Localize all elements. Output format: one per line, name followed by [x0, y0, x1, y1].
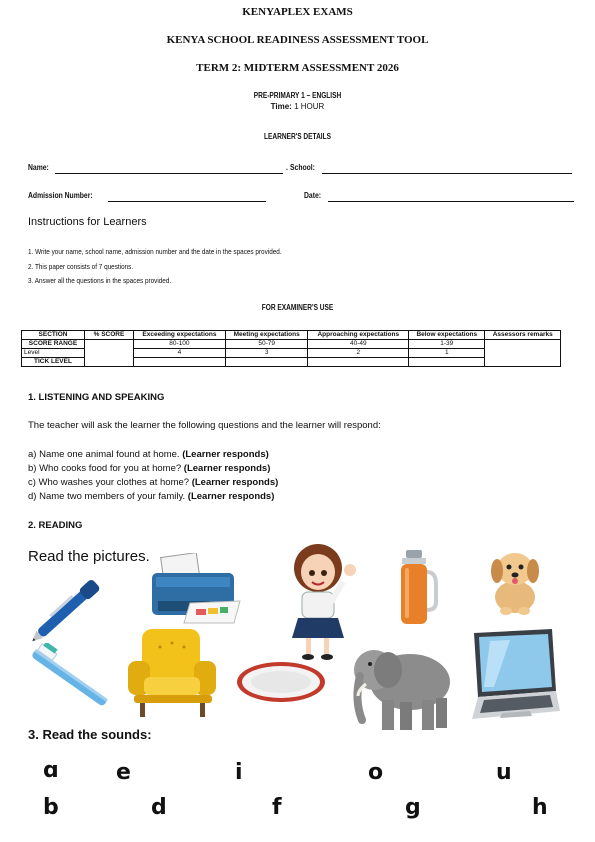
- section1-title: 1. LISTENING AND SPEAKING: [28, 392, 165, 403]
- tool-name: KENYA SCHOOL READINESS ASSESSMENT TOOL: [166, 34, 429, 46]
- printer-image: [150, 553, 245, 628]
- question-text: a) Name one animal found at home.: [28, 449, 183, 460]
- question-text: d) Name two members of your family.: [28, 491, 188, 502]
- table-row: [22, 331, 561, 340]
- table-header: Approaching expectations: [308, 331, 409, 340]
- name-field[interactable]: [55, 173, 283, 174]
- sound-letter: b: [43, 795, 59, 820]
- sound-letter: d: [151, 795, 167, 820]
- elephant-image: [348, 640, 456, 736]
- sound-letter: ɑ: [43, 758, 59, 783]
- tick-level-label: TICK LEVEL: [22, 358, 85, 367]
- score-range-label: SCORE RANGE: [22, 340, 85, 349]
- sound-letter: i: [235, 760, 243, 785]
- grade-subject: PRE-PRIMARY 1 – ENGLISH: [253, 91, 342, 100]
- response-note: (Learner responds): [182, 449, 269, 460]
- remarks-cell[interactable]: [485, 340, 561, 367]
- table-header: Assessors remarks: [485, 331, 561, 340]
- examiner-table: [21, 330, 561, 367]
- table-header: Below expectations: [409, 331, 485, 340]
- plate-image: [236, 660, 326, 704]
- instruction-item: 1. Write your name, school name, admission number and the date in the spaces provided.: [28, 247, 282, 256]
- section1-intro: The teacher will ask the learner the following questions and the learner will respond:: [28, 420, 381, 431]
- response-note: (Learner responds): [183, 463, 271, 474]
- school-field[interactable]: [322, 173, 572, 174]
- armchair-image: [124, 625, 222, 720]
- tick-cell[interactable]: [225, 358, 308, 367]
- sound-letter: f: [272, 795, 282, 820]
- admission-label: Admission Number:: [28, 191, 93, 200]
- question-d: [28, 491, 274, 502]
- question-c: [28, 477, 278, 488]
- table-header: Meeting expectations: [225, 331, 308, 340]
- examiner-heading: FOR EXAMINER'S USE: [261, 303, 334, 312]
- tick-cell[interactable]: [409, 358, 485, 367]
- time-label: Time:: [270, 102, 292, 111]
- table-cell: 4: [134, 349, 226, 358]
- name-label: Name:: [28, 163, 49, 172]
- percent-score-cell[interactable]: [85, 340, 134, 367]
- reading-instruction: Read the pictures.: [28, 548, 150, 565]
- date-label: Date:: [304, 191, 322, 200]
- sound-letter: e: [116, 760, 131, 785]
- question-b: [28, 463, 270, 474]
- question-text: b) Who cooks food for you at home?: [28, 463, 184, 474]
- question-text: c) Who washes your clothes at home?: [28, 477, 192, 488]
- table-header: Exceeding expectations: [134, 331, 226, 340]
- admission-field[interactable]: [108, 201, 266, 202]
- time-line: [0, 102, 595, 111]
- table-cell: 40-49: [308, 340, 409, 349]
- table-cell: 3: [225, 349, 308, 358]
- laptop-image: [470, 627, 562, 723]
- pen-image: [20, 568, 116, 650]
- instruction-item: 3. Answer all the questions in the spaces provided.: [28, 276, 172, 285]
- tick-cell[interactable]: [134, 358, 226, 367]
- toothbrush-image: [20, 643, 116, 717]
- table-cell: 2: [308, 349, 409, 358]
- date-field[interactable]: [328, 201, 574, 202]
- section3-title: 3. Read the sounds:: [28, 727, 152, 742]
- response-note: (Learner responds): [187, 491, 275, 502]
- section2-title: 2. READING: [28, 520, 83, 531]
- time-value: 1 HOUR: [294, 102, 325, 111]
- learner-details-heading: LEARNER'S DETAILS: [263, 132, 332, 141]
- term-title: TERM 2: MIDTERM ASSESSMENT 2026: [196, 62, 399, 74]
- table-cell: 1-39: [409, 340, 485, 349]
- table-row: [22, 340, 561, 349]
- table-cell: 80-100: [134, 340, 226, 349]
- sound-letter: g: [405, 795, 421, 820]
- exam-name: KENYAPLEX EXAMS: [242, 6, 353, 18]
- instruction-item: 2. This paper consists of 7 questions.: [28, 262, 134, 271]
- puppy-image: [484, 545, 546, 617]
- table-header: SECTION: [22, 331, 85, 340]
- instructions-heading: Instructions for Learners: [28, 216, 147, 228]
- table-cell: 1: [409, 349, 485, 358]
- table-cell: 50-79: [225, 340, 308, 349]
- response-note: (Learner responds): [191, 477, 279, 488]
- school-label: School:: [290, 163, 315, 172]
- sound-letter: h: [532, 795, 548, 820]
- tick-cell[interactable]: [308, 358, 409, 367]
- table-header: % SCORE: [85, 331, 134, 340]
- flask-image: [396, 548, 438, 628]
- sound-letter: o: [368, 760, 384, 785]
- sound-letter: u: [496, 760, 512, 785]
- level-label: Level: [22, 349, 85, 358]
- question-a: [28, 449, 269, 460]
